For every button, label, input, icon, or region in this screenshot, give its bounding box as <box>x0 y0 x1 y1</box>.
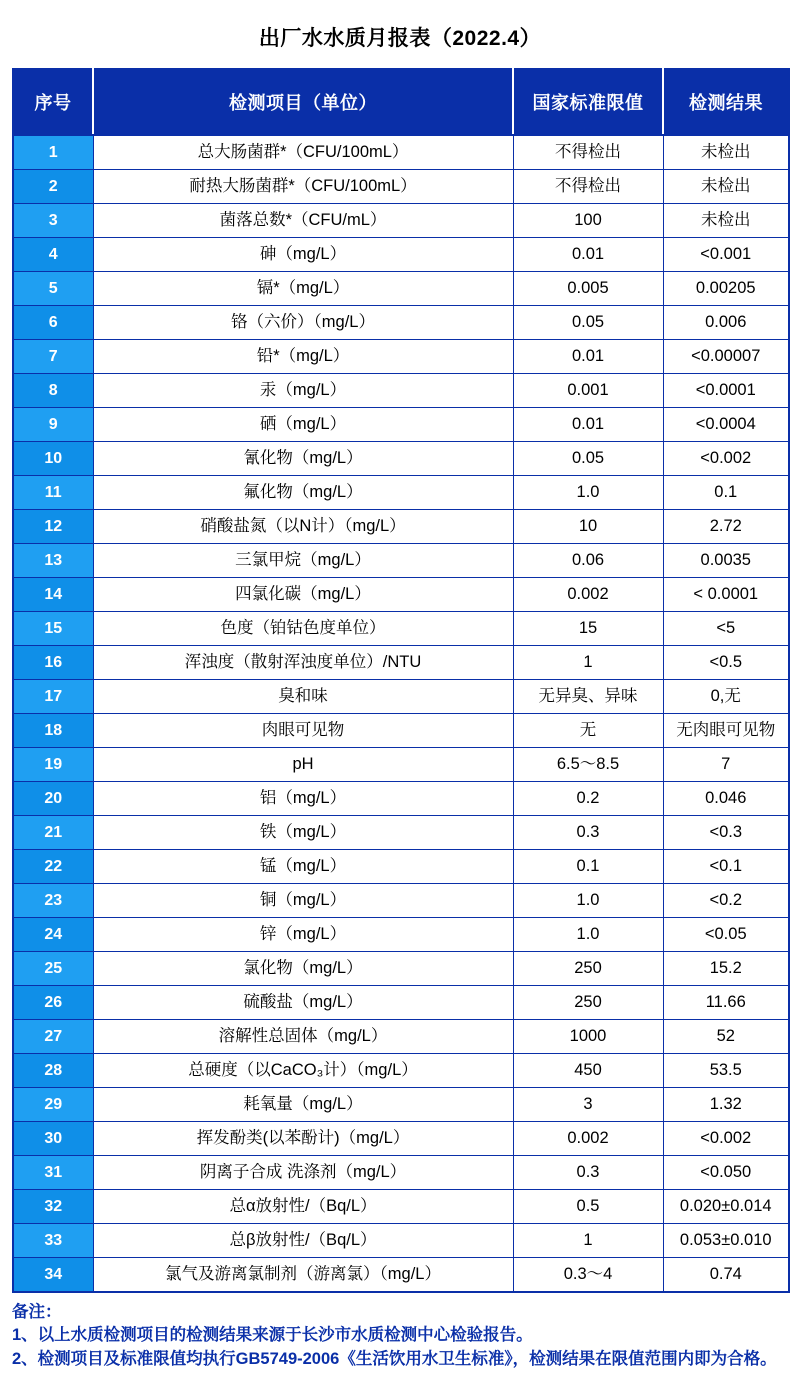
cell-index: 16 <box>13 646 93 680</box>
cell-index: 19 <box>13 748 93 782</box>
table-row <box>13 1054 789 1088</box>
cell-item: 硝酸盐氮（以N计）（mg/L） <box>93 510 513 544</box>
cell-standard-limit: 不得检出 <box>513 170 663 204</box>
cell-standard-limit: 1.0 <box>513 918 663 952</box>
table-row <box>13 374 789 408</box>
cell-result: <0.3 <box>663 816 789 850</box>
cell-result: <0.001 <box>663 238 789 272</box>
table-row <box>13 1224 789 1258</box>
cell-standard-limit: 0.3 <box>513 1156 663 1190</box>
notes-section <box>12 1293 788 1371</box>
cell-result: 0.020±0.014 <box>663 1190 789 1224</box>
cell-result: <0.0001 <box>663 374 789 408</box>
cell-standard-limit: 无异臭、异味 <box>513 680 663 714</box>
cell-result: 0.046 <box>663 782 789 816</box>
column-header-result: 检测结果 <box>663 69 789 135</box>
cell-item: 浑浊度（散射浑浊度单位）/NTU <box>93 646 513 680</box>
cell-index: 23 <box>13 884 93 918</box>
cell-index: 2 <box>13 170 93 204</box>
cell-standard-limit: 3 <box>513 1088 663 1122</box>
cell-index: 31 <box>13 1156 93 1190</box>
cell-standard-limit: 100 <box>513 204 663 238</box>
cell-item: 肉眼可见物 <box>93 714 513 748</box>
cell-standard-limit: 无 <box>513 714 663 748</box>
table-row <box>13 340 789 374</box>
cell-index: 3 <box>13 204 93 238</box>
cell-result: 2.72 <box>663 510 789 544</box>
cell-item: 总α放射性/（Bq/L） <box>93 1190 513 1224</box>
cell-standard-limit: 0.002 <box>513 578 663 612</box>
cell-index: 21 <box>13 816 93 850</box>
cell-item: 氯化物（mg/L） <box>93 952 513 986</box>
cell-result: 1.32 <box>663 1088 789 1122</box>
cell-result: 0.00205 <box>663 272 789 306</box>
cell-standard-limit: 0.1 <box>513 850 663 884</box>
table-row <box>13 1156 789 1190</box>
cell-item: 铜（mg/L） <box>93 884 513 918</box>
cell-result: <0.002 <box>663 1122 789 1156</box>
table-row <box>13 442 789 476</box>
table-row <box>13 578 789 612</box>
cell-standard-limit: 1.0 <box>513 884 663 918</box>
page-title: 出厂水水质月报表（2022.4） <box>258 27 542 50</box>
notes-line-1: 1、以上水质检测项目的检测结果来源于长沙市水质检测中心检验报告。 <box>12 1326 533 1345</box>
table-row <box>13 476 789 510</box>
cell-item: 三氯甲烷（mg/L） <box>93 544 513 578</box>
cell-index: 5 <box>13 272 93 306</box>
cell-item: 总大肠菌群*（CFU/100mL） <box>93 135 513 170</box>
cell-standard-limit: 10 <box>513 510 663 544</box>
table-row <box>13 170 789 204</box>
cell-item: 总β放射性/（Bq/L） <box>93 1224 513 1258</box>
table-row <box>13 272 789 306</box>
cell-index: 33 <box>13 1224 93 1258</box>
table-row <box>13 714 789 748</box>
cell-index: 17 <box>13 680 93 714</box>
cell-index: 22 <box>13 850 93 884</box>
cell-item: 铅*（mg/L） <box>93 340 513 374</box>
table-row <box>13 646 789 680</box>
cell-item: 硒（mg/L） <box>93 408 513 442</box>
table-row <box>13 544 789 578</box>
cell-item: 四氯化碳（mg/L） <box>93 578 513 612</box>
cell-index: 27 <box>13 1020 93 1054</box>
water-quality-table <box>12 68 790 1293</box>
cell-standard-limit: 0.3～4 <box>513 1258 663 1293</box>
cell-index: 30 <box>13 1122 93 1156</box>
cell-standard-limit: 0.3 <box>513 816 663 850</box>
cell-index: 8 <box>13 374 93 408</box>
table-row <box>13 850 789 884</box>
cell-index: 11 <box>13 476 93 510</box>
table-row <box>13 952 789 986</box>
cell-result: <0.0004 <box>663 408 789 442</box>
table-row <box>13 816 789 850</box>
cell-index: 20 <box>13 782 93 816</box>
cell-item: 锌（mg/L） <box>93 918 513 952</box>
table-row <box>13 135 789 170</box>
cell-item: 铬（六价）（mg/L） <box>93 306 513 340</box>
cell-result: <0.1 <box>663 850 789 884</box>
notes-heading: 备注： <box>12 1303 62 1321</box>
cell-standard-limit: 6.5～8.5 <box>513 748 663 782</box>
cell-index: 14 <box>13 578 93 612</box>
cell-index: 10 <box>13 442 93 476</box>
cell-standard-limit: 1.0 <box>513 476 663 510</box>
cell-index: 24 <box>13 918 93 952</box>
table-row <box>13 612 789 646</box>
cell-result: 53.5 <box>663 1054 789 1088</box>
cell-result: 0.053±0.010 <box>663 1224 789 1258</box>
cell-index: 32 <box>13 1190 93 1224</box>
cell-item: 耗氧量（mg/L） <box>93 1088 513 1122</box>
cell-item: 溶解性总固体（mg/L） <box>93 1020 513 1054</box>
cell-result: <0.2 <box>663 884 789 918</box>
table-row <box>13 884 789 918</box>
cell-standard-limit: 0.05 <box>513 306 663 340</box>
table-row <box>13 1122 789 1156</box>
cell-result: 未检出 <box>663 135 789 170</box>
cell-standard-limit: 450 <box>513 1054 663 1088</box>
cell-item: 臭和味 <box>93 680 513 714</box>
column-header-standard: 国家标准限值 <box>513 69 663 135</box>
table-row <box>13 238 789 272</box>
cell-item: 铝（mg/L） <box>93 782 513 816</box>
cell-item: pH <box>93 748 513 782</box>
cell-item: 菌落总数*（CFU/mL） <box>93 204 513 238</box>
cell-standard-limit: 0.01 <box>513 340 663 374</box>
cell-item: 阴离子合成 洗涤剂（mg/L） <box>93 1156 513 1190</box>
table-row <box>13 1088 789 1122</box>
cell-result: 0.006 <box>663 306 789 340</box>
table-row <box>13 204 789 238</box>
cell-result: 11.66 <box>663 986 789 1020</box>
cell-standard-limit: 0.001 <box>513 374 663 408</box>
cell-item: 汞（mg/L） <box>93 374 513 408</box>
cell-standard-limit: 250 <box>513 986 663 1020</box>
cell-result: 15.2 <box>663 952 789 986</box>
table-header <box>13 69 789 135</box>
cell-index: 4 <box>13 238 93 272</box>
cell-result: <0.002 <box>663 442 789 476</box>
cell-index: 26 <box>13 986 93 1020</box>
cell-index: 9 <box>13 408 93 442</box>
cell-item: 镉*（mg/L） <box>93 272 513 306</box>
table-row <box>13 782 789 816</box>
cell-item: 耐热大肠菌群*（CFU/100mL） <box>93 170 513 204</box>
cell-result: 无肉眼可见物 <box>663 714 789 748</box>
cell-standard-limit: 0.5 <box>513 1190 663 1224</box>
cell-item: 氯气及游离氯制剂（游离氯）（mg/L） <box>93 1258 513 1293</box>
cell-result: 0.74 <box>663 1258 789 1293</box>
cell-standard-limit: 不得检出 <box>513 135 663 170</box>
cell-item: 砷（mg/L） <box>93 238 513 272</box>
cell-item: 铁（mg/L） <box>93 816 513 850</box>
table-row <box>13 1020 789 1054</box>
cell-index: 13 <box>13 544 93 578</box>
cell-result: 0,无 <box>663 680 789 714</box>
cell-index: 25 <box>13 952 93 986</box>
cell-standard-limit: 0.05 <box>513 442 663 476</box>
cell-item: 氰化物（mg/L） <box>93 442 513 476</box>
table-row <box>13 1190 789 1224</box>
cell-index: 29 <box>13 1088 93 1122</box>
cell-index: 7 <box>13 340 93 374</box>
table-body <box>13 135 789 1292</box>
cell-item: 氟化物（mg/L） <box>93 476 513 510</box>
cell-standard-limit: 0.01 <box>513 238 663 272</box>
cell-result: <0.05 <box>663 918 789 952</box>
cell-item: 色度（铂钴色度单位） <box>93 612 513 646</box>
table-row <box>13 986 789 1020</box>
cell-standard-limit: 0.01 <box>513 408 663 442</box>
cell-result: <0.050 <box>663 1156 789 1190</box>
column-header-no: 序号 <box>13 69 93 135</box>
table-header-row <box>13 69 789 135</box>
table-row <box>13 408 789 442</box>
cell-index: 34 <box>13 1258 93 1293</box>
cell-result: 7 <box>663 748 789 782</box>
cell-standard-limit: 1 <box>513 1224 663 1258</box>
table-row <box>13 510 789 544</box>
cell-standard-limit: 1 <box>513 646 663 680</box>
cell-result: < 0.0001 <box>663 578 789 612</box>
cell-index: 6 <box>13 306 93 340</box>
table-row <box>13 1258 789 1293</box>
cell-index: 28 <box>13 1054 93 1088</box>
cell-standard-limit: 250 <box>513 952 663 986</box>
cell-standard-limit: 0.002 <box>513 1122 663 1156</box>
table-row <box>13 748 789 782</box>
cell-item: 锰（mg/L） <box>93 850 513 884</box>
cell-result: 0.0035 <box>663 544 789 578</box>
table-row <box>13 918 789 952</box>
cell-index: 1 <box>13 135 93 170</box>
cell-index: 12 <box>13 510 93 544</box>
column-header-item: 检测项目（单位） <box>93 69 513 135</box>
cell-standard-limit: 0.005 <box>513 272 663 306</box>
cell-standard-limit: 0.06 <box>513 544 663 578</box>
cell-result: 0.1 <box>663 476 789 510</box>
cell-result: <5 <box>663 612 789 646</box>
cell-item: 硫酸盐（mg/L） <box>93 986 513 1020</box>
cell-standard-limit: 15 <box>513 612 663 646</box>
cell-result: 未检出 <box>663 204 789 238</box>
cell-result: <0.00007 <box>663 340 789 374</box>
cell-standard-limit: 0.2 <box>513 782 663 816</box>
cell-item: 挥发酚类(以苯酚计)（mg/L） <box>93 1122 513 1156</box>
cell-index: 18 <box>13 714 93 748</box>
cell-result: 52 <box>663 1020 789 1054</box>
cell-result: 未检出 <box>663 170 789 204</box>
cell-standard-limit: 1000 <box>513 1020 663 1054</box>
cell-item: 总硬度（以CaCO₃计）（mg/L） <box>93 1054 513 1088</box>
table-row <box>13 306 789 340</box>
cell-result: <0.5 <box>663 646 789 680</box>
table-row <box>13 680 789 714</box>
cell-index: 15 <box>13 612 93 646</box>
notes-line-2: 2、检测项目及标准限值均执行GB5749-2006《生活饮用水卫生标准》，检测结果在限值范围内即为合格。 <box>12 1349 777 1368</box>
